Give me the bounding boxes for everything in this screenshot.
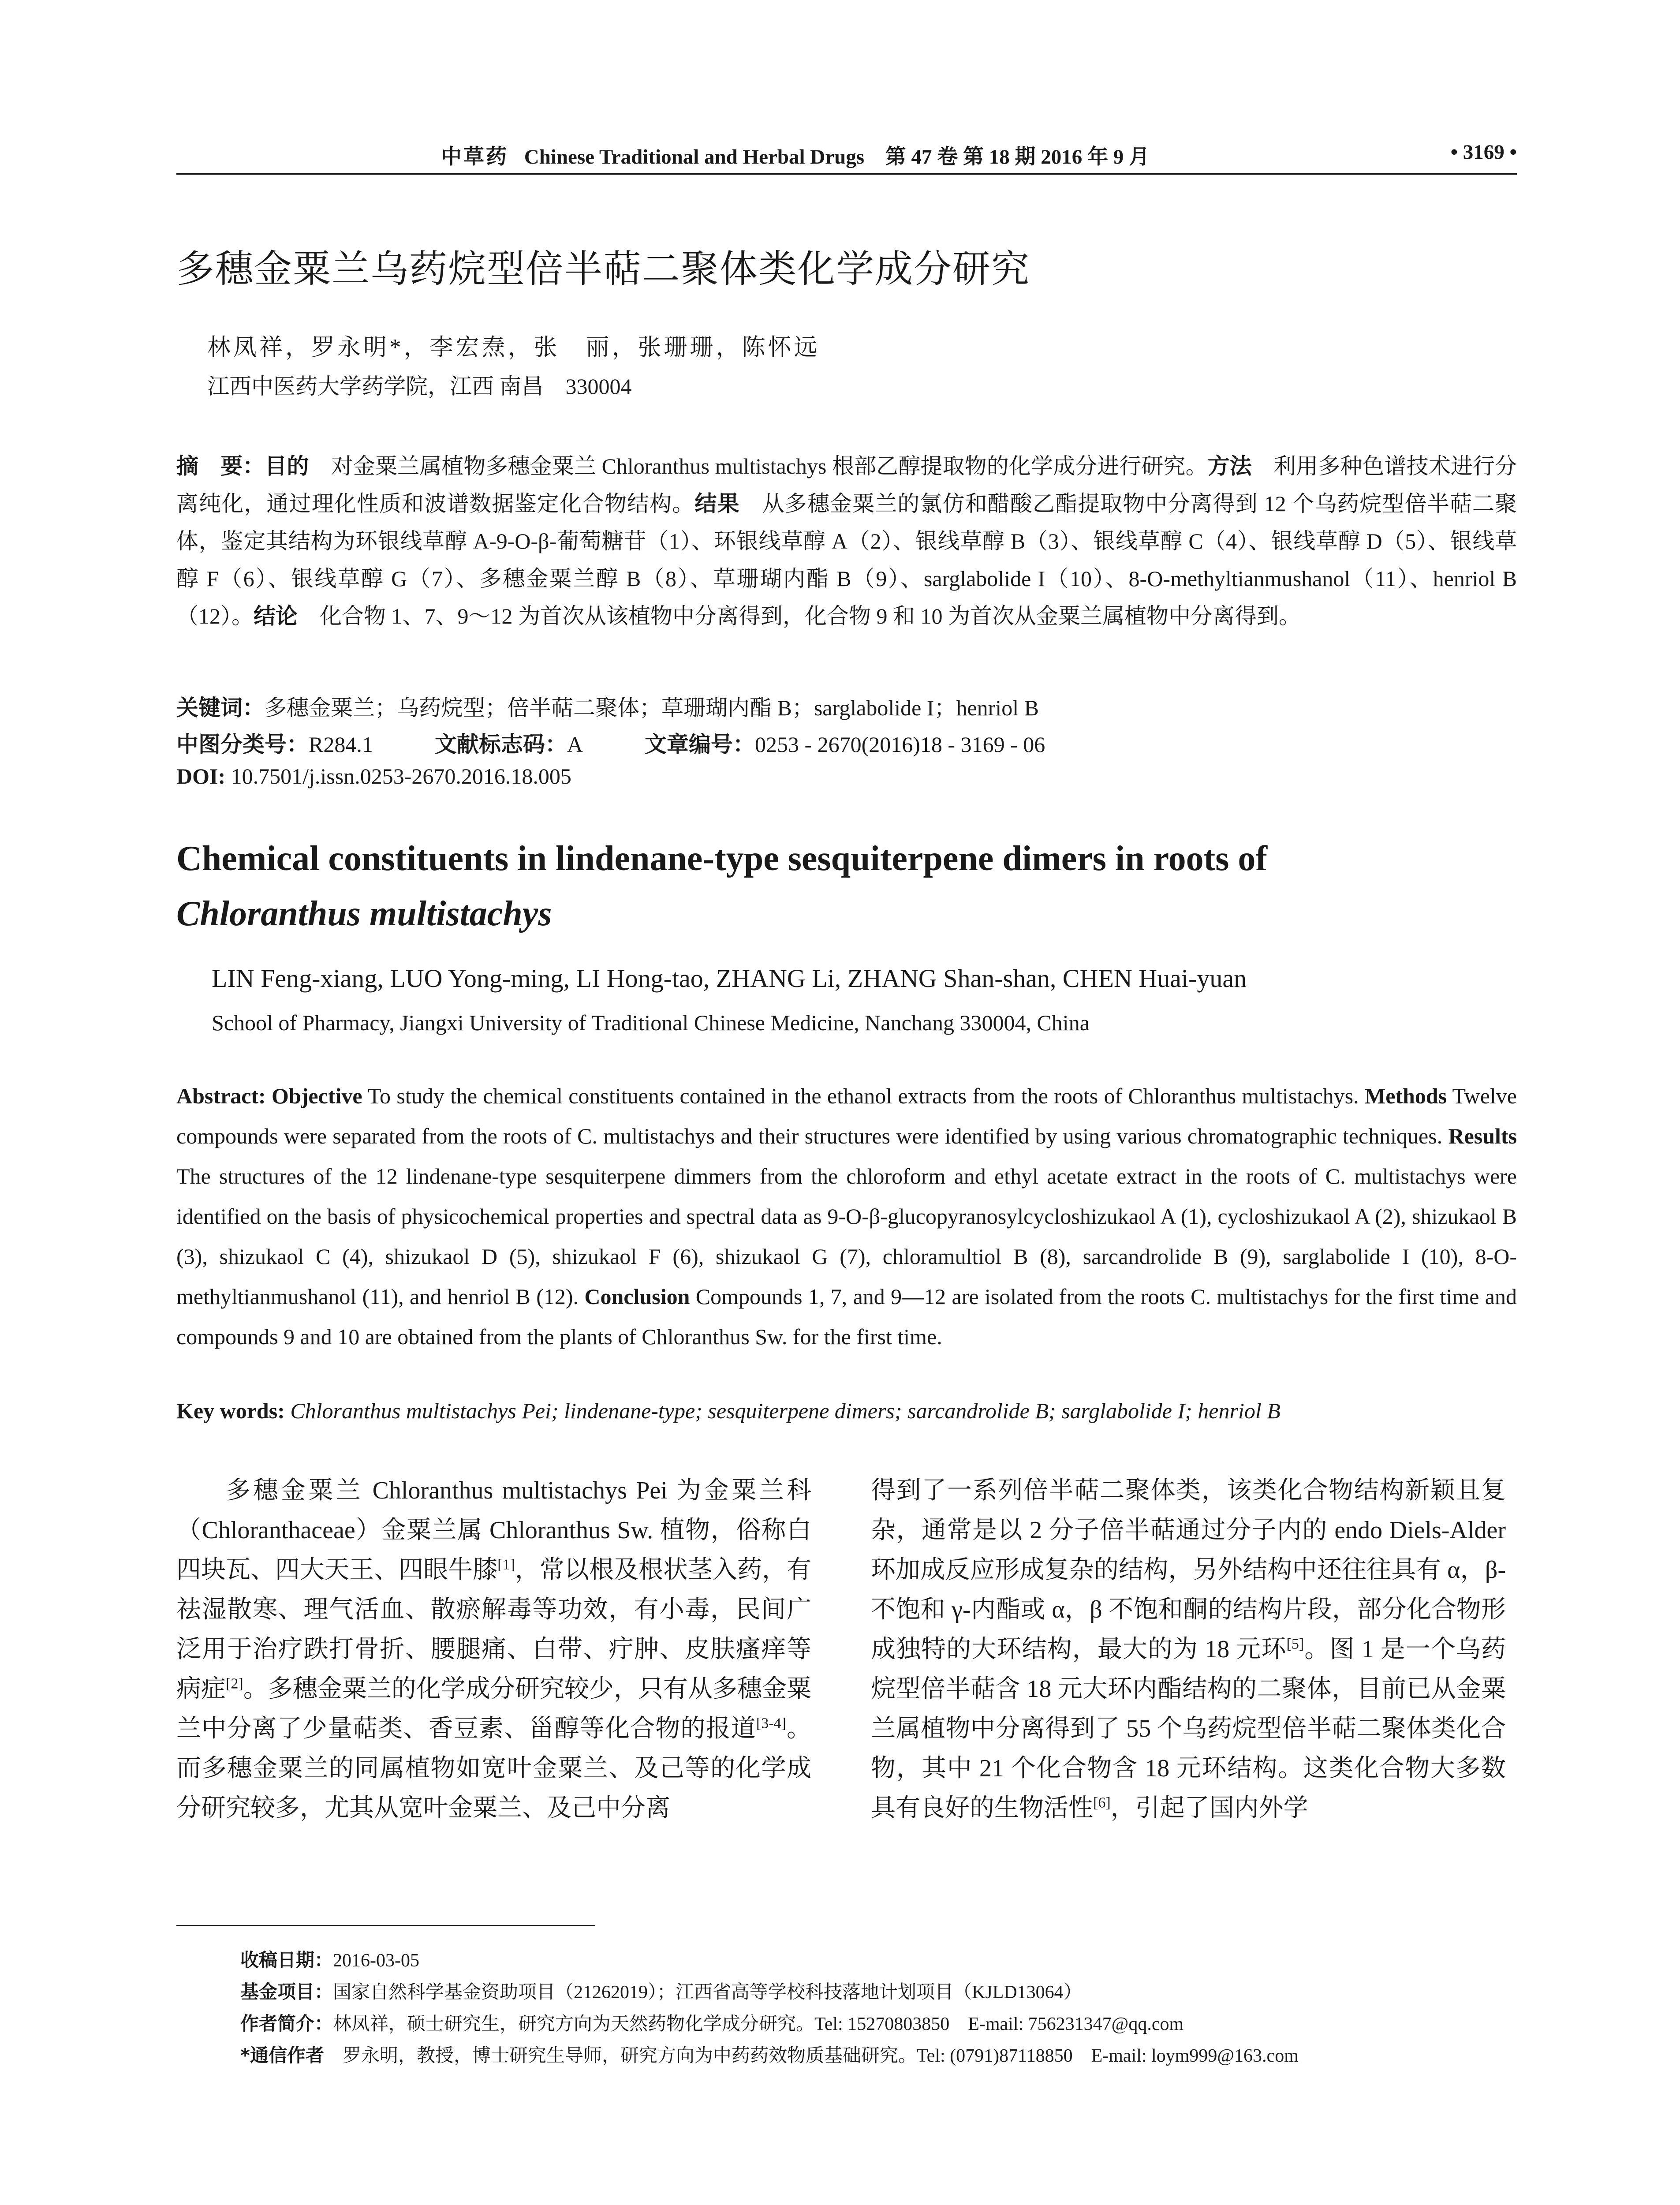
- abstract-label-cn: 摘 要：: [176, 453, 265, 479]
- results-label-en: Results: [1448, 1124, 1517, 1148]
- body-right-text-2: 。图 1 是一个乌药烷型倍半萜含 18 元大环内酯结构的二聚体，目前已从金粟兰属植物中分离得到了 55 个乌药烷型倍半萜二聚体类化合物，其中 21 个化合物含 18 元环结构。这类化合物大多数具有良好的生物活性: [871, 1636, 1506, 1822]
- doi-line: [176, 763, 571, 789]
- title-en-line1: Chemical constituents in lindenane-type sesquiterpene dimers in roots of: [176, 839, 1268, 878]
- conclusion-text-en: Compounds 1, 7, and 9—12 are isolated from the roots C. multistachys for the first time and compounds 9 and 10 are obtained from the plants of Chloranthus Sw. for the first time.: [176, 1284, 1517, 1349]
- objective-label-en: Abstract: Objective: [176, 1084, 362, 1108]
- author-bio-label: 作者简介：: [240, 2013, 333, 2034]
- clc-label: 中图分类号：: [176, 732, 309, 757]
- body-right-text-1: 得到了一系列倍半萜二聚体类，该类化合物结构新颖且复杂，通常是以 2 分子倍半萜通过分子内的 endo Diels-Alder 环加成反应形成复杂的结构，另外结构中还往往具有 α，β-不饱和 γ-内酯或 α，β 不饱和酮的结构片段，部分化合物形成独特的大环结构，最大的为 18 元环: [871, 1477, 1506, 1663]
- doi-link[interactable]: 10.7501/j.issn.0253-2670.2016.18.005: [225, 764, 571, 789]
- results-text-en: The structures of the 12 lindenane-type sesquiterpene dimmers from the chloroform and ethyl acetate extract in the roots of C. multistachys were identified on the basis of physicochemical properties and spectral data as 9-O-β-glucopyranosylcycloshizukaol A (1), cycloshizukaol A (2), shizukaol B (3), shizukaol C (4), shizukaol D (5), shizukaol F (6), shizukaol G (7), chloramultiol B (8), sarcandrolide B (9), sarglabolide I (10), 8-O-methyltianmushanol (11), and henriol B (12).: [176, 1164, 1517, 1309]
- keywords-text-en: Chloranthus multistachys Pei; lindenane-type; sesquiterpene dimers; sarcandrolide B; sarglabolide I; henriol B: [284, 1398, 1281, 1423]
- conclusion-label-cn: 结论: [254, 603, 298, 629]
- objective-label-cn: 目的: [265, 453, 309, 479]
- doi-label: DOI:: [176, 764, 226, 789]
- doc-code-value: A: [567, 732, 583, 757]
- journal-header: [441, 140, 1150, 170]
- body-left-text-3: 。多穗金粟兰的化学成分研究较少，只有从多穗金粟兰中分离了少量萜类、香豆素、甾醇等化合物的报道: [176, 1675, 812, 1742]
- method-label-cn: 方法: [1207, 453, 1252, 479]
- result-label-cn: 结果: [694, 491, 740, 516]
- citation-ref-5[interactable]: [5]: [1286, 1636, 1304, 1652]
- clc-value: R284.1: [309, 732, 373, 757]
- citation-ref-6[interactable]: [6]: [1093, 1794, 1111, 1811]
- result-text-cn: 从多穗金粟兰的氯仿和醋酸乙酯提取物中分离得到 12 个乌药烷型倍半萜二聚体，鉴定其结构为环银线草醇 A-9-O-β-葡萄糖苷（1）、环银线草醇 A（2）、银线草醇 B（3）、银线草醇 C（4）、银线草醇 D（5）、银线草醇 F（6）、银线草醇 G（7）、多穗金粟兰醇 B（8）、草珊瑚内酯 B（9）、sarglabolide I（10）、8-O-methyltianmushanol（11）、henriol B （12）。: [176, 491, 1517, 628]
- page-number: • 3169 •: [1450, 141, 1517, 164]
- journal-name-en: Chinese Traditional and Herbal Drugs: [524, 146, 865, 168]
- methods-text-en: Twelve compounds were separated from the roots of C. multistachys and their structures were identified by using various chromatographic techniques.: [176, 1084, 1517, 1148]
- keywords-text-cn: 多穗金粟兰；乌药烷型；倍半萜二聚体；草珊瑚内酯 B；sarglabolide I；henriol B: [265, 695, 1039, 720]
- abstract-cn: [176, 448, 1517, 635]
- footnote-rule: [176, 1925, 595, 1926]
- authors-en: LIN Feng-xiang, LUO Yong-ming, LI Hong-tao, ZHANG Li, ZHANG Shan-shan, CHEN Huai-yuan: [212, 964, 1247, 993]
- title-cn: 多穗金粟兰乌药烷型倍半萜二聚体类化学成分研究: [176, 247, 1030, 291]
- issue-info: 第 47 卷 第 18 期 2016 年 9 月: [885, 146, 1150, 168]
- authors-cn: 林凤祥，罗永明*，李宏焘，张 丽，张珊珊，陈怀远: [207, 335, 820, 360]
- citation-ref-3-4[interactable]: [3-4]: [756, 1715, 786, 1732]
- body-column-left: [176, 1471, 811, 1828]
- body-right-text-3: ，引起了国内外学: [1110, 1794, 1308, 1822]
- author-bio-text: 林凤祥，硕士研究生，研究方向为天然药物化学成分研究。Tel: 15270803850 E-mail: 756231347@qq.com: [333, 2014, 1184, 2034]
- received-date: 2016-03-05: [333, 1951, 419, 1971]
- objective-text-en: To study the chemical constituents contained in the ethanol extracts from the roots of Chloranthus multistachys.: [362, 1084, 1359, 1108]
- body-column-right: [871, 1471, 1506, 1828]
- footnote-received: [240, 1946, 419, 1972]
- method-text-cn: 利用多种色谱技术进行分离纯化，通过理化性质和波谱数据鉴定化合物结构。: [176, 454, 1517, 516]
- body-left-text-2: ，常以根及根状茎入药，有祛湿散寒、理气活血、散瘀解毒等功效，有小毒，民间广泛用于治疗跌打骨折、腰腿痛、白带、疔肿、皮肤瘙痒等病症: [176, 1556, 812, 1703]
- abstract-en: [176, 1076, 1517, 1357]
- keywords-en: [176, 1398, 1281, 1424]
- methods-label-en: Methods: [1365, 1084, 1447, 1108]
- title-en-line2: Chloranthus multistachys: [176, 894, 552, 933]
- conclusion-label-en: Conclusion: [584, 1284, 690, 1309]
- corresponding-label: *通信作者: [240, 2044, 324, 2066]
- keywords-label-en: Key words:: [176, 1398, 285, 1423]
- footnote-author: [240, 2009, 1183, 2036]
- corresponding-text: 罗永明，教授，博士研究生导师，研究方向为中药药效物质基础研究。Tel: (0791)87118850 E-mail: loym999@163.com: [324, 2046, 1299, 2066]
- keywords-cn: [176, 690, 1039, 722]
- body-left-text-4: 。而多穗金粟兰的同属植物如宽叶金粟兰、及己等的化学成分研究较多，尤其从宽叶金粟兰、及己中分离: [176, 1715, 812, 1822]
- affiliation-en: School of Pharmacy, Jiangxi University of Traditional Chinese Medicine, Nanchang 330004, China: [212, 1010, 1090, 1035]
- fund-text: 国家自然科学基金资助项目（21262019）；江西省高等学校科技落地计划项目（KJLD13064）: [333, 1982, 1082, 2003]
- fund-label: 基金项目：: [240, 1981, 333, 2003]
- running-header: [176, 140, 1517, 176]
- journal-name-cn: 中草药: [441, 145, 508, 169]
- doc-code-label: 文献标志码：: [434, 732, 567, 757]
- citation-ref-2[interactable]: [2]: [226, 1675, 243, 1692]
- conclusion-text-cn: 化合物 1、7、9～12 为首次从该植物中分离得到，化合物 9 和 10 为首次从金粟兰属植物中分离得到。: [298, 604, 1301, 628]
- footnote-corresponding: [240, 2041, 1299, 2067]
- header-rule: [176, 173, 1517, 175]
- objective-text-cn: 对金粟兰属植物多穗金粟兰 Chloranthus multistachys 根部乙醇提取物的化学成分进行研究。: [309, 454, 1208, 478]
- title-en: [176, 831, 1517, 942]
- affiliation-cn: 江西中医药大学药学院，江西 南昌 330004: [207, 374, 632, 399]
- article-no-label: 文章编号：: [644, 732, 755, 757]
- body-left-text-1: 多穗金粟兰 Chloranthus multistachys Pei 为金粟兰科（Chloranthaceae）金粟兰属 Chloranthus Sw. 植物，俗称白四块瓦、四大天王、四眼牛膝: [176, 1477, 811, 1584]
- article-no-value: 0253 - 2670(2016)18 - 3169 - 06: [754, 732, 1045, 757]
- classification-line: [176, 727, 1045, 759]
- citation-ref-1[interactable]: [1]: [497, 1556, 515, 1573]
- keywords-label-cn: 关键词：: [176, 695, 265, 721]
- footnote-fund: [240, 1977, 1082, 2004]
- received-label: 收稿日期：: [240, 1949, 333, 1971]
